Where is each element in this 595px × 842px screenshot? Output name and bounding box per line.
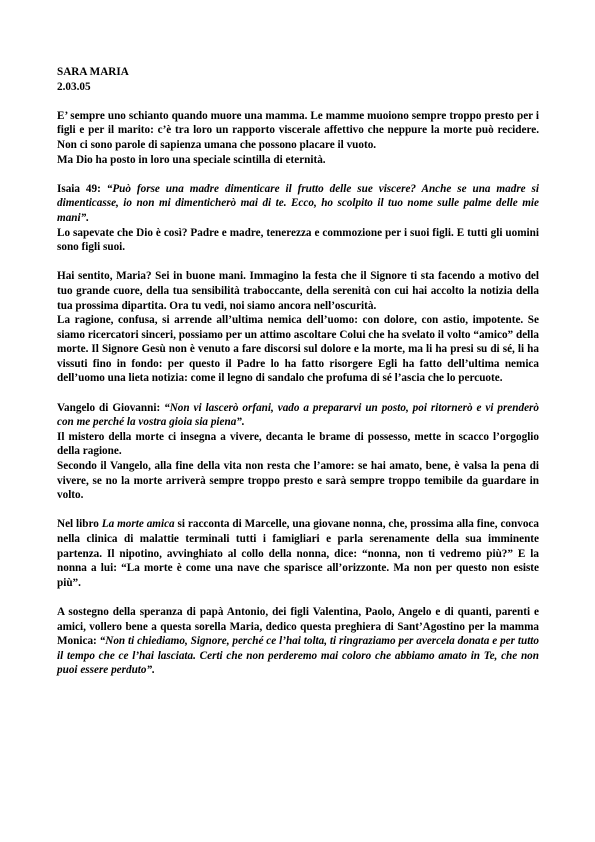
libro-title: La morte amica xyxy=(101,518,175,531)
isaia-citation xyxy=(57,182,539,226)
isaia-paragraph: Lo sapevate che Dio è così? Padre e madre, tenerezza e commozione per i suoi figli. E tutti gli uomini sono figli suoi. xyxy=(57,226,539,254)
closing-section xyxy=(57,605,539,678)
isaia-quote: “Può forse una madre dimenticare il frutto delle sue viscere? Anche se una madre si dimenticasse, io non mi dimenticherò mai di te. Ecco, ho scolpito il tuo nome sulle palme delle mie mani”. xyxy=(57,182,540,224)
intro-paragraph: E’ sempre uno schianto quando muore una mamma. Le mamme muoiono sempre troppo presto per i figli e per il marito: c’è tra loro un rapporto viscerale affettivo che neppure la morte può recidere. Non ci sono parole di sapienza umana che possono placare il vuoto. xyxy=(57,109,539,151)
closing-prayer: “Non ti chiediamo, Signore, perché ce l’hai tolta, ti ringraziamo per avercela donata e per tutto il tempo che ce l’hai lasciata. Certi che non perderemo mai coloro che abbiamo amato in Te, che non puoi essere perduto”. xyxy=(57,635,539,677)
vangelo-quote: “Non vi lascerò orfani, vado a prepararvi un posto, poi ritornerò e vi prenderò con me perché la vostra gioia sia piena”. xyxy=(57,401,540,429)
vangelo-citation xyxy=(57,401,539,430)
vangelo-label: Vangelo di Giovanni: xyxy=(57,401,165,414)
document-page xyxy=(57,65,539,693)
header-date: 2.03.05 xyxy=(57,80,91,93)
vangelo-section xyxy=(57,401,539,503)
maria-paragraph: La ragione, confusa, si arrende all’ultima nemica dell’uomo: con dolore, con astio, impotente. Se siamo ricercatori sinceri, possiamo per un attimo ascoltare Colui che ha svelato il volto “amico” della morte. Il Signore Gesù non è venuto a fare discorsi sul dolore e la morte, ma li ha presi su di sé, li ha vissuti fino in fondo: per questo il Padre lo ha fatto risorgere Egli ha fatto dell’ultima nemica dell’uomo una lieta notizia: come il legno di sandalo che profuma di sé l’ascia che lo percuote. xyxy=(57,314,539,385)
header-name: SARA MARIA xyxy=(57,66,129,78)
maria-section xyxy=(57,269,539,386)
isaia-section xyxy=(57,182,539,255)
libro-prefix: Nel libro xyxy=(57,518,102,531)
libro-paragraph xyxy=(57,517,539,590)
vangelo-paragraph: Secondo il Vangelo, alla fine della vita non resta che l’amore: se hai amato, bene, è valsa la pena di vivere, se no la morte arriverà sempre troppo presto e sarà sempre troppo temibile da guardare in volto. xyxy=(57,460,539,502)
closing-text: A sostegno della speranza di papà Antonio, dei figli Valentina, Paolo, Angelo e di quanti, parenti e amici, vollero bene a questa sorella Maria, dedico questa preghiera di Sant’Agostino per la mamma Monica: xyxy=(57,605,539,648)
libro-text: si racconta di Marcelle, una giovane nonna, che, prossima alla fine, convoca nella clinica di malattie terminali tutti i famigliari e parla serenamente della sua imminente partenza. Il nipotino, avvinghiato al collo della nonna, dice: “nonna, non ti vedremo più?” E la nonna a lui: “La morte è come una nave che sparisce all’orizzonte. Ma non per questo non esiste più”. xyxy=(57,518,539,589)
maria-paragraph: Hai sentito, Maria? Sei in buone mani. Immagino la festa che il Signore ti sta facendo a motivo del tuo grande cuore, della tua sensibilità traboccante, della serenità con cui hai accolto la notizia della tua prossima dipartita. Ora tu vedi, noi siamo ancora nell’oscurità. xyxy=(57,270,539,312)
libro-section xyxy=(57,517,539,590)
document-header xyxy=(57,65,539,94)
intro-section xyxy=(57,109,539,167)
vangelo-paragraph: Il mistero della morte ci insegna a vivere, decanta le brame di possesso, mette in scacco l’orgoglio della ragione. xyxy=(57,430,539,458)
isaia-label: Isaia 49: xyxy=(57,182,107,195)
intro-paragraph: Ma Dio ha posto in loro una speciale scintilla di eternità. xyxy=(57,153,326,166)
closing-paragraph xyxy=(57,605,539,678)
